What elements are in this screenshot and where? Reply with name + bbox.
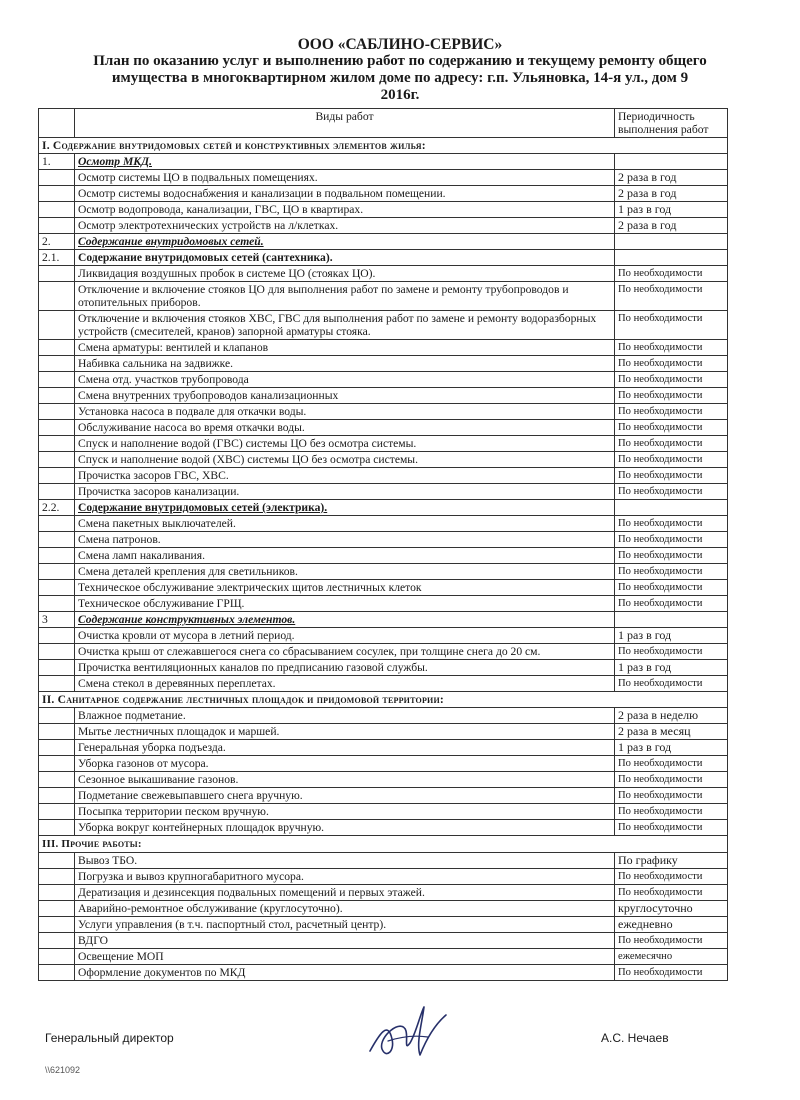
work-description	[75, 500, 615, 516]
work-description	[75, 420, 615, 436]
work-description	[75, 965, 615, 981]
title-line-3: 2016г.	[380, 87, 420, 103]
table-row	[39, 965, 728, 981]
work-description-text: Спуск и наполнение водой (ГВС) системы ЦО без осмотра системы.	[78, 437, 417, 450]
work-description-text: Освещение МОП	[78, 950, 164, 963]
work-periodicity: 2 раза в месяц	[615, 724, 728, 740]
table-row	[39, 708, 728, 724]
work-description-text: Смена стекол в деревянных переплетах.	[78, 677, 276, 690]
work-periodicity: По необходимости	[615, 965, 728, 981]
row-number	[39, 404, 75, 420]
work-description	[75, 612, 615, 628]
section-header-row	[39, 138, 728, 154]
work-periodicity: По необходимости	[615, 885, 728, 901]
work-periodicity	[615, 234, 728, 250]
table-row	[39, 356, 728, 372]
work-description	[75, 820, 615, 836]
work-description-text: Осмотр электротехнических устройств на л/клетках.	[78, 219, 339, 232]
work-description	[75, 933, 615, 949]
work-periodicity: По необходимости	[615, 869, 728, 885]
row-number	[39, 917, 75, 933]
work-description-text: Сезонное выкашивание газонов.	[78, 773, 239, 786]
group-row	[39, 234, 728, 250]
work-periodicity: 2 раза в год	[615, 218, 728, 234]
row-number	[39, 708, 75, 724]
sub-row	[39, 250, 728, 266]
row-number	[39, 933, 75, 949]
work-description-text: Содержание внутридомовых сетей (сантехника).	[78, 251, 333, 264]
work-description	[75, 724, 615, 740]
work-description	[75, 772, 615, 788]
work-description	[75, 340, 615, 356]
row-number	[39, 282, 75, 311]
table-row	[39, 311, 728, 340]
work-description	[75, 564, 615, 580]
work-description-text: ВДГО	[78, 934, 108, 947]
work-periodicity: 2 раза в неделю	[615, 708, 728, 724]
row-number	[39, 468, 75, 484]
table-row	[39, 404, 728, 420]
work-periodicity	[615, 250, 728, 266]
work-periodicity: 1 раз в год	[615, 740, 728, 756]
work-description-text: Уборка газонов от мусора.	[78, 757, 209, 770]
work-periodicity: По необходимости	[615, 596, 728, 612]
section-title-text: II. Санитарное содержание лестничных площадок и придомовой территории:	[42, 693, 444, 706]
work-periodicity: По необходимости	[615, 282, 728, 311]
work-periodicity: По необходимости	[615, 756, 728, 772]
row-number	[39, 532, 75, 548]
header-periodicity: Периодичность выполнения работ	[615, 109, 728, 138]
work-description	[75, 917, 615, 933]
row-number	[39, 580, 75, 596]
row-number	[39, 420, 75, 436]
work-periodicity: ежедневно	[615, 917, 728, 933]
work-description-text: Смена деталей крепления для светильников.	[78, 565, 298, 578]
work-description	[75, 644, 615, 660]
work-description-text: Обслуживание насоса во время откачки воды.	[78, 421, 305, 434]
section-header-row	[39, 836, 728, 853]
director-name: А.С. Нечаев	[601, 1031, 669, 1045]
work-periodicity: 1 раз в год	[615, 202, 728, 218]
work-description	[75, 282, 615, 311]
work-periodicity: По необходимости	[615, 676, 728, 692]
work-description-text: Погрузка и вывоз крупногабаритного мусора.	[78, 870, 304, 883]
table-row	[39, 420, 728, 436]
work-description	[75, 756, 615, 772]
work-description-text: Очистка кровли от мусора в летний период.	[78, 629, 295, 642]
work-description-text: Осмотр системы ЦО в подвальных помещениях.	[78, 171, 318, 184]
work-description-text: Подметание свежевыпавшего снега вручную.	[78, 789, 303, 802]
row-number	[39, 724, 75, 740]
table-row	[39, 933, 728, 949]
row-number	[39, 853, 75, 869]
row-number	[39, 740, 75, 756]
section-title-text: I. Содержание внутридомовых сетей и конструктивных элементов жилья:	[42, 139, 426, 152]
table-body	[39, 138, 728, 981]
work-periodicity: По необходимости	[615, 564, 728, 580]
row-number	[39, 756, 75, 772]
work-description	[75, 885, 615, 901]
work-periodicity: По графику	[615, 853, 728, 869]
work-periodicity: ежемесячно	[615, 949, 728, 965]
work-description-text: Аварийно-ремонтное обслуживание (круглосуточно).	[78, 902, 343, 915]
header-work-types: Виды работ	[75, 109, 615, 138]
table-row	[39, 917, 728, 933]
row-number	[39, 186, 75, 202]
work-description	[75, 202, 615, 218]
row-number	[39, 644, 75, 660]
work-periodicity: По необходимости	[615, 452, 728, 468]
row-number	[39, 564, 75, 580]
work-description-text: Прочистка засоров канализации.	[78, 485, 240, 498]
work-periodicity: По необходимости	[615, 484, 728, 500]
table-row	[39, 340, 728, 356]
work-description-text: Отключение и включения стояков ХВС, ГВС для выполнения работ по замене и ремонту водоразборных устройств (смесителей, кранов) запорной арматуры стояка.	[78, 312, 597, 338]
work-description-text: Отключение и включение стояков ЦО для выполнения работ по замене и ремонту трубопроводов и отопительных приборов.	[78, 283, 569, 309]
row-number	[39, 548, 75, 564]
work-description-text: Смена патронов.	[78, 533, 161, 546]
section-header-row	[39, 692, 728, 708]
table-row	[39, 772, 728, 788]
work-description-text: Осмотр водопровода, канализации, ГВС, ЦО в квартирах.	[78, 203, 364, 216]
table-row	[39, 436, 728, 452]
work-description	[75, 468, 615, 484]
row-number	[39, 484, 75, 500]
work-periodicity: По необходимости	[615, 311, 728, 340]
work-description-text: Оформление документов по МКД	[78, 966, 246, 979]
work-description-text: Содержание конструктивных элементов.	[78, 613, 296, 626]
table-row	[39, 869, 728, 885]
work-description	[75, 356, 615, 372]
work-description-text: Смена пакетных выключателей.	[78, 517, 236, 530]
work-periodicity: По необходимости	[615, 420, 728, 436]
work-description	[75, 853, 615, 869]
work-description	[75, 580, 615, 596]
table-row	[39, 901, 728, 917]
row-number	[39, 340, 75, 356]
table-row	[39, 186, 728, 202]
work-periodicity: По необходимости	[615, 788, 728, 804]
work-description	[75, 218, 615, 234]
section-title	[39, 836, 728, 853]
work-periodicity: 2 раза в год	[615, 170, 728, 186]
work-description	[75, 250, 615, 266]
work-description	[75, 869, 615, 885]
director-signature-icon	[358, 993, 458, 1073]
row-number: 3	[39, 612, 75, 628]
table-row	[39, 282, 728, 311]
work-description	[75, 901, 615, 917]
row-number	[39, 388, 75, 404]
table-row	[39, 676, 728, 692]
work-description-text: Ликвидация воздушных пробок в системе ЦО (стояках ЦО).	[78, 267, 376, 280]
section-title	[39, 692, 728, 708]
work-description-text: Установка насоса в подвале для откачки воды.	[78, 405, 307, 418]
work-description-text: Мытье лестничных площадок и маршей.	[78, 725, 280, 738]
work-periodicity: 1 раз в год	[615, 660, 728, 676]
row-number: 1.	[39, 154, 75, 170]
row-number: 2.2.	[39, 500, 75, 516]
row-number	[39, 820, 75, 836]
work-description-text: Спуск и наполнение водой (ХВС) системы ЦО без осмотра системы.	[78, 453, 418, 466]
row-number	[39, 628, 75, 644]
work-periodicity: По необходимости	[615, 804, 728, 820]
title-line-2: имущества в многоквартирном жилом доме по адресу: г.п. Ульяновка, 14-я ул., дом 9	[111, 70, 689, 86]
table-row	[39, 548, 728, 564]
work-description	[75, 404, 615, 420]
row-number	[39, 869, 75, 885]
work-description-text: Набивка сальника на задвижке.	[78, 357, 234, 370]
row-number	[39, 356, 75, 372]
work-description-text: Содержание внутридомовых сетей (электрика).	[78, 501, 328, 514]
row-number	[39, 676, 75, 692]
table-row	[39, 202, 728, 218]
table-row	[39, 853, 728, 869]
row-number	[39, 436, 75, 452]
group-row	[39, 612, 728, 628]
work-periodicity: По необходимости	[615, 644, 728, 660]
work-periodicity	[615, 154, 728, 170]
work-description	[75, 388, 615, 404]
work-description-text: Осмотр МКД.	[78, 155, 152, 168]
work-description-text: Прочистка засоров ГВС, ХВС.	[78, 469, 229, 482]
work-periodicity: По необходимости	[615, 388, 728, 404]
row-number	[39, 660, 75, 676]
sub-row	[39, 500, 728, 516]
work-periodicity: По необходимости	[615, 532, 728, 548]
row-number	[39, 452, 75, 468]
work-description-text: Генеральная уборка подъезда.	[78, 741, 226, 754]
work-description-text: Смена внутренних трубопроводов канализационных	[78, 389, 339, 402]
work-periodicity: По необходимости	[615, 548, 728, 564]
table-row	[39, 484, 728, 500]
table-row	[39, 452, 728, 468]
work-description	[75, 628, 615, 644]
row-number	[39, 949, 75, 965]
work-description	[75, 452, 615, 468]
work-description	[75, 516, 615, 532]
row-number	[39, 218, 75, 234]
work-description	[75, 708, 615, 724]
work-periodicity: По необходимости	[615, 372, 728, 388]
table-row	[39, 564, 728, 580]
table-row	[39, 372, 728, 388]
row-number	[39, 170, 75, 186]
table-row	[39, 756, 728, 772]
work-description-text: Дератизация и дезинсекция подвальных помещений и первых этажей.	[78, 886, 425, 899]
row-number	[39, 804, 75, 820]
table-row	[39, 644, 728, 660]
work-description-text: Осмотр системы водоснабжения и канализации в подвальном помещении.	[78, 187, 446, 200]
work-description	[75, 234, 615, 250]
row-number	[39, 372, 75, 388]
work-description	[75, 788, 615, 804]
work-description-text: Услуги управления (в т.ч. паспортный стол, расчетный центр).	[78, 918, 387, 931]
work-description-text: Техническое обслуживание ГРЩ.	[78, 597, 245, 610]
row-number	[39, 885, 75, 901]
document-number: \\621092	[45, 1065, 81, 1075]
section-title	[39, 138, 728, 154]
work-periodicity	[615, 500, 728, 516]
table-row	[39, 820, 728, 836]
work-periodicity: По необходимости	[615, 580, 728, 596]
work-description-text: Вывоз ТБО.	[78, 854, 138, 867]
table-row	[39, 804, 728, 820]
work-periodicity: По необходимости	[615, 772, 728, 788]
work-description	[75, 484, 615, 500]
works-plan-table	[38, 108, 728, 981]
work-description-text: Смена ламп накаливания.	[78, 549, 205, 562]
table-row	[39, 949, 728, 965]
director-position: Генеральный директор	[45, 1031, 174, 1045]
work-description	[75, 372, 615, 388]
work-periodicity: По необходимости	[615, 340, 728, 356]
table-row	[39, 218, 728, 234]
work-description	[75, 532, 615, 548]
work-periodicity: По необходимости	[615, 266, 728, 282]
table-row	[39, 724, 728, 740]
table-row	[39, 170, 728, 186]
row-number	[39, 788, 75, 804]
row-number	[39, 516, 75, 532]
table-row	[39, 596, 728, 612]
work-periodicity: По необходимости	[615, 356, 728, 372]
work-description-text: Смена отд. участков трубопровода	[78, 373, 249, 386]
work-description	[75, 740, 615, 756]
table-row	[39, 580, 728, 596]
work-description	[75, 804, 615, 820]
table-row	[39, 468, 728, 484]
work-periodicity	[615, 612, 728, 628]
row-number	[39, 596, 75, 612]
row-number: 2.1.	[39, 250, 75, 266]
work-description	[75, 311, 615, 340]
work-periodicity: По необходимости	[615, 820, 728, 836]
table-row	[39, 628, 728, 644]
work-description	[75, 154, 615, 170]
work-periodicity: По необходимости	[615, 404, 728, 420]
work-description	[75, 676, 615, 692]
table-header-row	[39, 109, 728, 138]
work-description	[75, 266, 615, 282]
title-line-1: План по оказанию услуг и выполнению работ по содержанию и текущему ремонту общего	[93, 53, 707, 69]
row-number	[39, 965, 75, 981]
row-number	[39, 266, 75, 282]
work-description	[75, 436, 615, 452]
table-row	[39, 388, 728, 404]
work-description-text: Прочистка вентиляционных каналов по предписанию газовой службы.	[78, 661, 428, 674]
work-periodicity: 1 раз в год	[615, 628, 728, 644]
header-num-cell	[39, 109, 75, 138]
work-description	[75, 949, 615, 965]
work-description-text: Очистка крыш от слежавшегося снега со сбрасыванием сосулек, при толщине снега до 20 см.	[78, 645, 541, 658]
work-description	[75, 170, 615, 186]
work-description	[75, 186, 615, 202]
row-number	[39, 311, 75, 340]
work-description	[75, 596, 615, 612]
work-description	[75, 548, 615, 564]
row-number	[39, 901, 75, 917]
table-row	[39, 532, 728, 548]
work-description-text: Смена арматуры: вентилей и клапанов	[78, 341, 269, 354]
work-description-text: Посыпка территории песком вручную.	[78, 805, 269, 818]
organization-name: ООО «САБЛИНО-СЕРВИС»	[297, 36, 503, 53]
section-title-text: III. Прочие работы:	[42, 838, 142, 850]
row-number	[39, 202, 75, 218]
table-row	[39, 516, 728, 532]
work-description-text: Влажное подметание.	[78, 709, 186, 722]
document-title	[55, 53, 745, 104]
row-number	[39, 772, 75, 788]
table-row	[39, 788, 728, 804]
table-row	[39, 740, 728, 756]
work-description-text: Уборка вокруг контейнерных площадок вручную.	[78, 821, 325, 834]
work-description-text: Техническое обслуживание электрических щитов лестничных клеток	[78, 581, 422, 594]
work-periodicity: круглосуточно	[615, 901, 728, 917]
row-number: 2.	[39, 234, 75, 250]
work-periodicity: 2 раза в год	[615, 186, 728, 202]
work-periodicity: По необходимости	[615, 933, 728, 949]
work-periodicity: По необходимости	[615, 516, 728, 532]
table-row	[39, 885, 728, 901]
table-row	[39, 660, 728, 676]
work-periodicity: По необходимости	[615, 468, 728, 484]
group-row	[39, 154, 728, 170]
work-description	[75, 660, 615, 676]
work-periodicity: По необходимости	[615, 436, 728, 452]
table-row	[39, 266, 728, 282]
work-description-text: Содержание внутридомовых сетей.	[78, 235, 264, 248]
